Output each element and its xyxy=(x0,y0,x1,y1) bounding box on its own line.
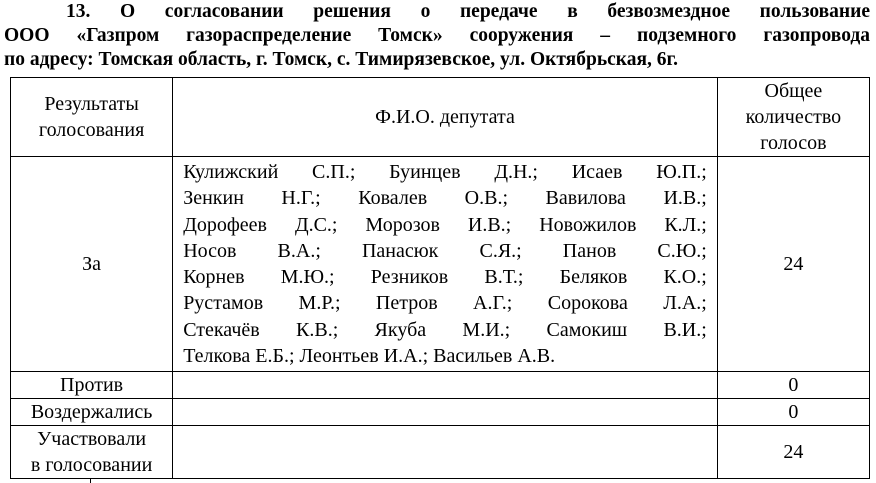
vote-count-for: 24 xyxy=(717,157,869,372)
table-row-abstained xyxy=(11,399,870,426)
result-label-participated xyxy=(11,426,173,479)
participated-line-2: в голосовании xyxy=(30,454,153,476)
heading-line-3: по адресу: Томская область, г. Томск, с. Тимирязевское, ул. Октябрьская, 6г. xyxy=(4,49,679,70)
page-edge-mark xyxy=(90,478,91,483)
table-row-participated xyxy=(11,426,870,479)
header-deputy-names: Ф.И.О. депутата xyxy=(173,78,718,157)
voting-results-table xyxy=(10,77,870,479)
table-row-against xyxy=(11,372,870,399)
heading-line-1: 13. О согласовании решения о передаче в безвозмездное пользование xyxy=(66,1,870,22)
table-row-for xyxy=(11,157,870,372)
header-results-line-2: голосования xyxy=(38,119,145,141)
header-count-line-3: голосов xyxy=(760,132,827,154)
vote-count-against: 0 xyxy=(717,372,869,399)
deputy-names-line: Стекачёв К.В.; Якуба М.И.; Самокиш В.И.; xyxy=(183,318,707,341)
result-label-against: Против xyxy=(11,372,173,399)
deputy-names-against xyxy=(173,372,718,399)
vote-count-participated: 24 xyxy=(717,426,869,479)
heading-line-2: ООО «Газпром газораспределение Томск» сооружения – подземного газопровода xyxy=(4,25,870,46)
deputy-names-abstained xyxy=(173,399,718,426)
deputy-names-line: Носов В.А.; Панасюк С.Я.; Панов С.Ю.; xyxy=(183,239,707,262)
agenda-item-heading xyxy=(4,0,870,72)
deputy-names-line: Дорофеев Д.С.; Морозов И.В.; Новожилов К.Л.; xyxy=(183,213,707,236)
deputy-names-line: Кулижский С.П.; Буинцев Д.Н.; Исаев Ю.П.; xyxy=(183,161,707,183)
header-count-line-2: количество xyxy=(745,106,842,128)
result-label-for: За xyxy=(11,157,173,372)
header-count-line-1: Общее xyxy=(764,80,823,102)
deputy-names-line: Корнев М.Ю.; Резников В.Т.; Беляков К.О.; xyxy=(183,266,707,289)
deputy-names-line: Рустамов М.Р.; Петров А.Г.; Сорокова Л.А.; xyxy=(183,292,707,315)
deputy-names-line: Телкова Е.Б.; Леонтьев И.А.; Васильев А.В. xyxy=(183,345,556,368)
table-header-row xyxy=(11,78,870,157)
header-results-line-1: Результаты xyxy=(44,93,139,115)
participated-line-1: Участвовали xyxy=(37,428,147,450)
deputy-names-line: Зенкин Н.Г.; Ковалев О.В.; Вавилова И.В.; xyxy=(183,187,707,210)
vote-count-abstained: 0 xyxy=(717,399,869,426)
deputy-names-participated xyxy=(173,426,718,479)
header-results xyxy=(11,78,173,157)
header-total-votes xyxy=(717,78,869,157)
result-label-abstained: Воздержались xyxy=(11,399,173,426)
deputy-names-for xyxy=(173,157,718,372)
